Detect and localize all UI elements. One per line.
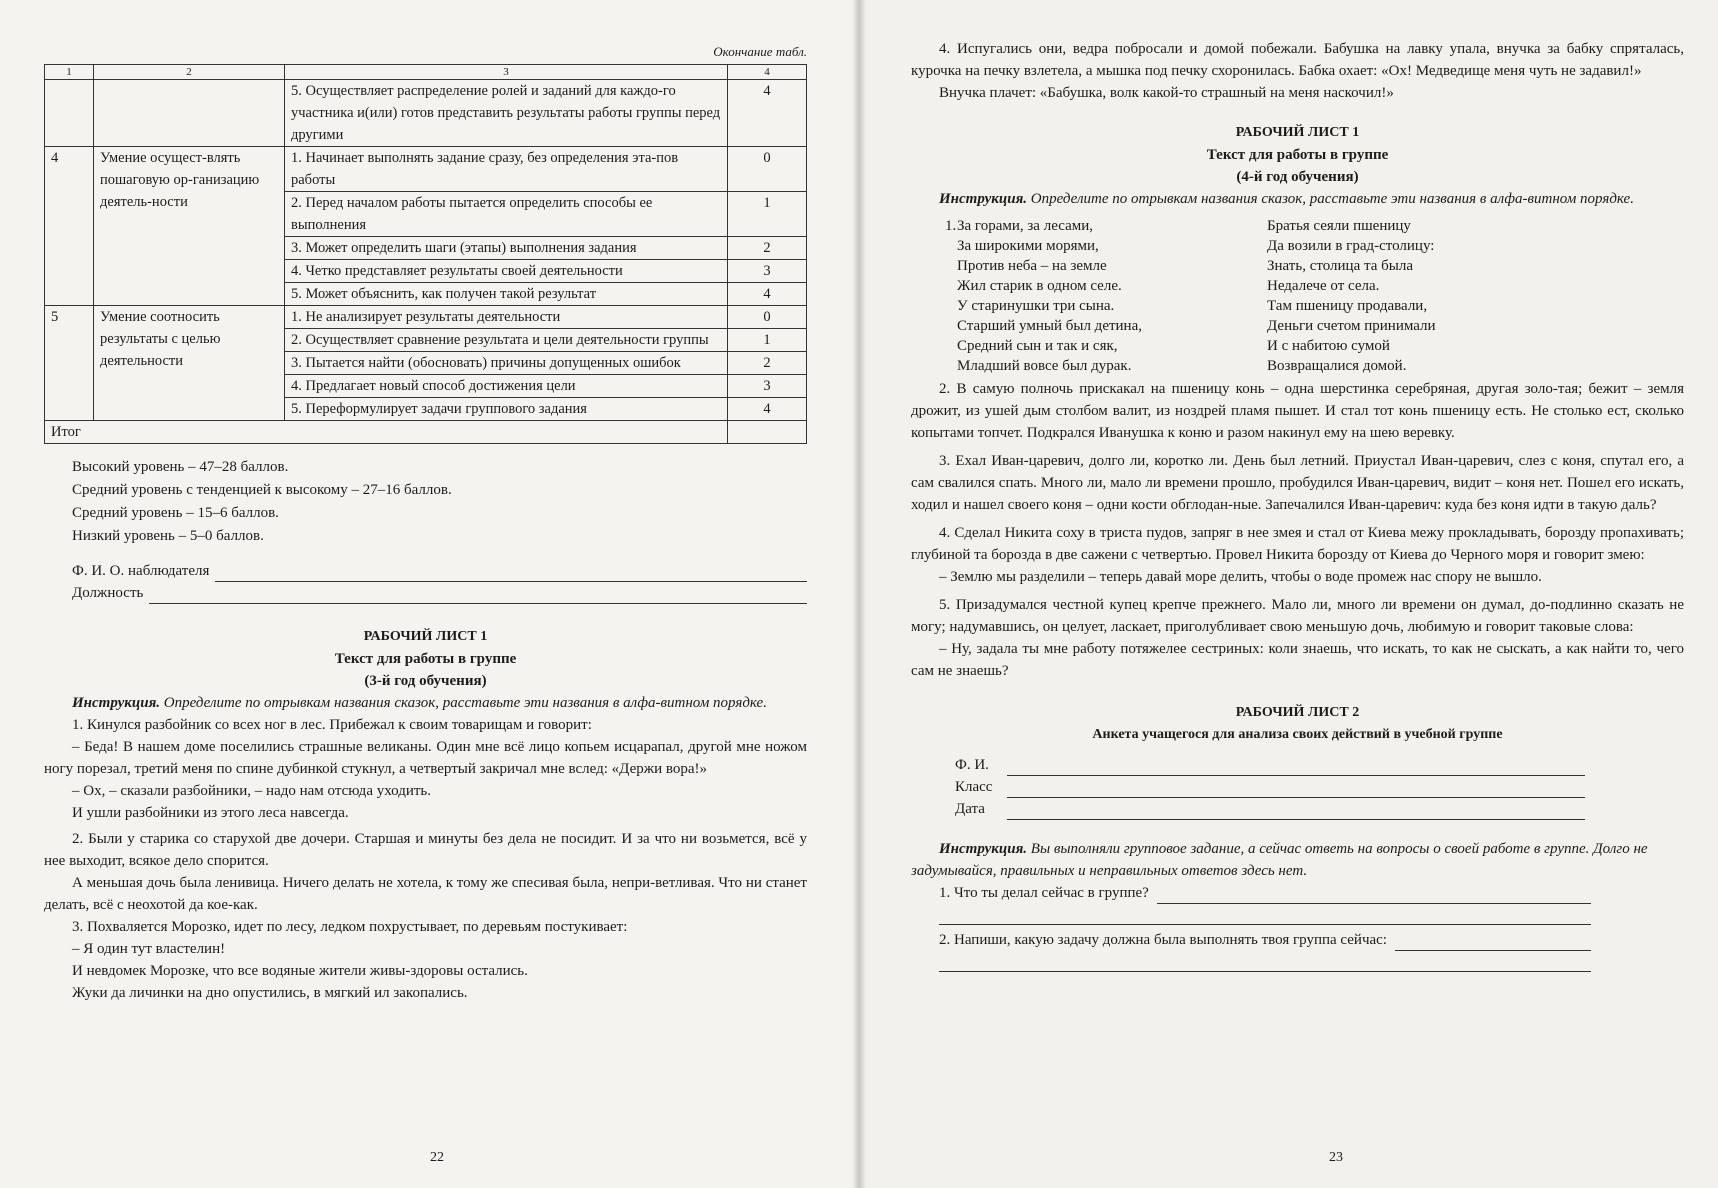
question-2: 2. Напиши, какую задачу должна была выполнять твоя группа сейчас: bbox=[939, 932, 1387, 948]
questionnaire bbox=[939, 882, 1591, 972]
level-medium: Средний уровень – 15–6 баллов. bbox=[72, 505, 279, 521]
criterion-skill: Умение соотносить результаты с целью деятельности bbox=[94, 306, 285, 421]
poem-line: Братья сеяли пшеницу bbox=[1267, 218, 1411, 234]
indicator-text: 4. Предлагает новый способ достижения цели bbox=[285, 375, 728, 398]
paragraph: – Ну, задала ты мне работу потяжелее сестриных: коли знаешь, что искать, то как не сыскать, а как найти то, чего сам не знаешь? bbox=[911, 641, 1684, 679]
poem-line: Недалече от села. bbox=[1267, 278, 1380, 294]
level-medium-high: Средний уровень с тенденцией к высокому – 27–16 баллов. bbox=[72, 482, 452, 498]
worksheet-subtitle: Текст для работы в группе bbox=[1206, 147, 1389, 163]
indicator-text: 5. Осуществляет распределение ролей и заданий для каждо-го участника и(или) готов представить результаты работы группы перед другими bbox=[285, 80, 728, 147]
header-col-4: 4 bbox=[728, 65, 807, 80]
indicator-score: 4 bbox=[728, 398, 807, 421]
indicator-score: 1 bbox=[728, 329, 807, 352]
paragraph: 3. Похваляется Морозко, идет по лесу, ледком похрустывает, по деревьям постукивает: bbox=[72, 919, 628, 935]
score-levels bbox=[72, 456, 807, 548]
fio-line bbox=[955, 754, 1585, 776]
instruction-text: Определите по отрывкам названия сказок, расставьте эти названия в алфа-витном порядке. bbox=[160, 695, 767, 711]
indicator-score: 4 bbox=[728, 283, 807, 306]
observer-line bbox=[72, 560, 807, 582]
worksheet-1-year-4 bbox=[911, 122, 1684, 682]
poem-line: За горами, за лесами, bbox=[957, 218, 1093, 234]
class-line bbox=[955, 776, 1585, 798]
class-field[interactable] bbox=[1007, 782, 1585, 798]
poem-right-column bbox=[1267, 216, 1597, 376]
page-right bbox=[859, 0, 1718, 1188]
level-high: Высокий уровень – 47–28 баллов. bbox=[72, 459, 289, 475]
answer-1-field[interactable] bbox=[1157, 888, 1591, 904]
table-row bbox=[45, 306, 807, 329]
paragraph: 1. Кинулся разбойник со всех ног в лес. Прибежал к своим товарищам и говорит: bbox=[72, 717, 592, 733]
poem-line: Младший вовсе был дурак. bbox=[957, 358, 1132, 374]
indicator-score: 3 bbox=[728, 375, 807, 398]
poem-line: Там пшеницу продавали, bbox=[1267, 298, 1428, 314]
book-gutter bbox=[852, 0, 866, 1188]
indicator-score: 3 bbox=[728, 260, 807, 283]
worksheet-2 bbox=[911, 702, 1684, 972]
observer-signature bbox=[72, 560, 807, 604]
poem-line: За широкими морями, bbox=[957, 238, 1099, 254]
poem-line: Средний сын и так и сяк, bbox=[957, 338, 1118, 354]
instruction bbox=[911, 188, 1684, 210]
observer-label: Ф. И. О. наблюдателя bbox=[72, 563, 210, 579]
worksheet-2-title: РАБОЧИЙ ЛИСТ 2 bbox=[1235, 705, 1360, 720]
paragraph: 5. Призадумался честной купец крепче прежнего. Мало ли, много ли времени он думал, до-подлинно сказать не могу; надумавшись, он целует, ласкает, приголубливает свою меньшую дочь, любимую и говорит таковые слова: bbox=[911, 597, 1684, 635]
paragraph: И ушли разбойники из этого леса навсегда. bbox=[72, 805, 349, 821]
poem-left-column bbox=[951, 216, 1267, 376]
criteria-table bbox=[44, 64, 807, 444]
question-2-line bbox=[939, 929, 1591, 951]
paragraph: – Я один тут властелин! bbox=[72, 941, 226, 957]
worksheet-title: РАБОЧИЙ ЛИСТ 1 bbox=[1235, 125, 1360, 140]
poem-line: И с набитою сумой bbox=[1267, 338, 1390, 354]
answer-2-field[interactable] bbox=[1395, 935, 1591, 951]
answer-2-extra-line[interactable] bbox=[939, 951, 1591, 972]
indicator-score: 4 bbox=[728, 80, 807, 147]
worksheet-subtitle: Текст для работы в группе bbox=[334, 651, 517, 667]
poem-excerpt bbox=[911, 216, 1684, 376]
criterion-number bbox=[45, 80, 94, 147]
poem-line: У старинушки три сына. bbox=[957, 298, 1115, 314]
header-col-3: 3 bbox=[285, 65, 728, 80]
indicator-text: 2. Осуществляет сравнение результата и цели деятельности группы bbox=[285, 329, 728, 352]
criterion-skill: Умение осущест-влять пошаговую ор-ганизацию деятель-ности bbox=[94, 147, 285, 306]
position-line bbox=[72, 582, 807, 604]
poem-line: Да возили в град-столицу: bbox=[1267, 238, 1435, 254]
paragraph: Жуки да личинки на дно опустились, в мягкий ил закопались. bbox=[72, 985, 468, 1001]
worksheet-1-year-3 bbox=[44, 626, 807, 1004]
indicator-text: 3. Пытается найти (обосновать) причины допущенных ошибок bbox=[285, 352, 728, 375]
date-field[interactable] bbox=[1007, 804, 1585, 820]
position-label: Должность bbox=[72, 585, 144, 601]
criterion-skill bbox=[94, 80, 285, 147]
level-low: Низкий уровень – 5–0 баллов. bbox=[72, 528, 264, 544]
worksheet-year: (4-й год обучения) bbox=[1236, 169, 1359, 185]
paragraph: – Землю мы разделили – теперь давай море делить, чтобы о воде промеж нас спору не вышло. bbox=[939, 569, 1542, 585]
indicator-text: 4. Четко представляет результаты своей деятельности bbox=[285, 260, 728, 283]
question-1-line bbox=[939, 882, 1591, 904]
date-label: Дата bbox=[955, 801, 985, 817]
total-label: Итог bbox=[45, 421, 728, 444]
worksheet-title: РАБОЧИЙ ЛИСТ 1 bbox=[363, 629, 488, 644]
instruction bbox=[44, 692, 807, 714]
total-value bbox=[728, 421, 807, 444]
student-info-fields bbox=[955, 754, 1585, 820]
poem-line: Деньги счетом принимали bbox=[1267, 318, 1436, 334]
indicator-score: 2 bbox=[728, 352, 807, 375]
instruction-text: Определите по отрывкам названия сказок, расставьте эти названия в алфа-витном порядке. bbox=[1027, 191, 1634, 207]
page-number-left: 22 bbox=[430, 1150, 444, 1165]
paragraph: 4. Сделал Никита соху в триста пудов, запряг в нее змея и стал от Киева межу прокладывать, борозду пропахивать; глубиной та борозда в две сажени с четвертью. Провел Никита борозду от Киева до Черного моря и говорит змею: bbox=[911, 525, 1684, 563]
date-line bbox=[955, 798, 1585, 820]
indicator-text: 5. Может объяснить, как получен такой результат bbox=[285, 283, 728, 306]
instruction-label: Инструкция. bbox=[939, 191, 1028, 207]
indicator-score: 1 bbox=[728, 192, 807, 237]
position-field[interactable] bbox=[149, 587, 807, 604]
header-col-2: 2 bbox=[94, 65, 285, 80]
paragraph: 2. Были у старика со старухой две дочери. Старшая и минуты без дела не посидит. И за что ни возьмется, всё у нее выходит, всякое дело спорится. bbox=[44, 831, 807, 869]
instruction-label: Инструкция. bbox=[939, 841, 1028, 857]
criterion-number: 5 bbox=[45, 306, 94, 421]
indicator-score: 0 bbox=[728, 306, 807, 329]
indicator-score: 0 bbox=[728, 147, 807, 192]
poem-line: Старший умный был детина, bbox=[957, 318, 1142, 334]
table-total-row bbox=[45, 421, 807, 444]
observer-field[interactable] bbox=[215, 565, 807, 582]
worksheet-2-subtitle: Анкета учащегося для анализа своих действий в учебной группе bbox=[1092, 727, 1503, 742]
fio-label: Ф. И. bbox=[955, 757, 989, 773]
instruction-label: Инструкция. bbox=[72, 695, 161, 711]
indicator-text: 2. Перед началом работы пытается определить способы ее выполнения bbox=[285, 192, 728, 237]
indicator-text: 5. Переформулирует задачи группового задания bbox=[285, 398, 728, 421]
table-header-row bbox=[45, 65, 807, 80]
answer-1-extra-line[interactable] bbox=[939, 904, 1591, 925]
indicator-text: 1. Не анализирует результаты деятельности bbox=[285, 306, 728, 329]
paragraph: 4. Испугались они, ведра побросали и домой побежали. Бабушка на лавку упала, внучка за бабку спряталась, курочка на печку взлетела, а мышка под печку схоронилась. Бабка охает: «Ох! Медведище меня чуть не задавил!» bbox=[911, 41, 1684, 79]
paragraph: А меньшая дочь была ленивица. Ничего делать не хотела, к тому же спесивая была, непри-ветливая. Что ни станет делать, всё с неохотой да кое-как. bbox=[44, 875, 807, 913]
criterion-number: 4 bbox=[45, 147, 94, 306]
paragraph: И невдомек Морозке, что все водяные жители живы-здоровы остались. bbox=[72, 963, 528, 979]
instruction bbox=[911, 838, 1684, 882]
page-number-right: 23 bbox=[1329, 1150, 1343, 1165]
indicator-score: 2 bbox=[728, 237, 807, 260]
paragraph: – Ох, – сказали разбойники, – надо нам отсюда уходить. bbox=[72, 783, 432, 799]
fio-field[interactable] bbox=[1007, 760, 1585, 776]
table-continuation-note: Окончание табл. bbox=[713, 44, 807, 59]
paragraph: 2. В самую полночь прискакал на пшеницу конь – одна шерстинка серебряная, другая золо-тая; бежит – земля дрожит, из ушей дым столбом валит, из ноздрей пламя пышет. И стал тот конь пшеницу есть. Не столько ест, сколько копытами топчет. Подкрался Иванушка к коню и разом накинул ему на шею веревку. bbox=[911, 381, 1684, 441]
question-1: 1. Что ты делал сейчас в группе? bbox=[939, 885, 1149, 901]
poem-line: Жил старик в одном селе. bbox=[957, 278, 1122, 294]
poem-number: 1. bbox=[945, 218, 957, 234]
poem-line: Возвращалися домой. bbox=[1267, 358, 1407, 374]
indicator-text: 3. Может определить шаги (этапы) выполнения задания bbox=[285, 237, 728, 260]
indicator-text: 1. Начинает выполнять задание сразу, без определения эта-пов работы bbox=[285, 147, 728, 192]
paragraph: Внучка плачет: «Бабушка, волк какой-то страшный на меня наскочил!» bbox=[939, 85, 1394, 101]
paragraph: 3. Ехал Иван-царевич, долго ли, коротко ли. День был летний. Приустал Иван-царевич, слез с коня, спутал его, а сам свалился спать. Много ли, мало ли времени прошло, пробудился Иван-царевич, видит – коня нет. Пошел его искать, ходил и нашел своего коня – одни кости обглодан-ные. Запечалился Иван-царевич: куда без коня идти в такую даль? bbox=[911, 453, 1684, 513]
header-col-1: 1 bbox=[45, 65, 94, 80]
paragraph: – Беда! В нашем доме поселились страшные великаны. Один мне всё лицо копьем исцарапал, другой мне ножом ногу порезал, третий меня по спине дубинкой стукнул, а четвертый закричал мне вслед: «Держи вора!» bbox=[44, 739, 807, 777]
poem-line: Знать, столица та была bbox=[1267, 258, 1413, 274]
table-row bbox=[45, 80, 807, 147]
instruction-text: Вы выполняли групповое задание, а сейчас ответь на вопросы о своей работе в группе. Долго не задумывайся, правильных и неправильных ответов здесь нет. bbox=[911, 841, 1648, 879]
worksheet-year: (3-й год обучения) bbox=[364, 673, 487, 689]
class-label: Класс bbox=[955, 779, 993, 795]
table-row bbox=[45, 147, 807, 192]
poem-line: Против неба – на земле bbox=[957, 258, 1107, 274]
